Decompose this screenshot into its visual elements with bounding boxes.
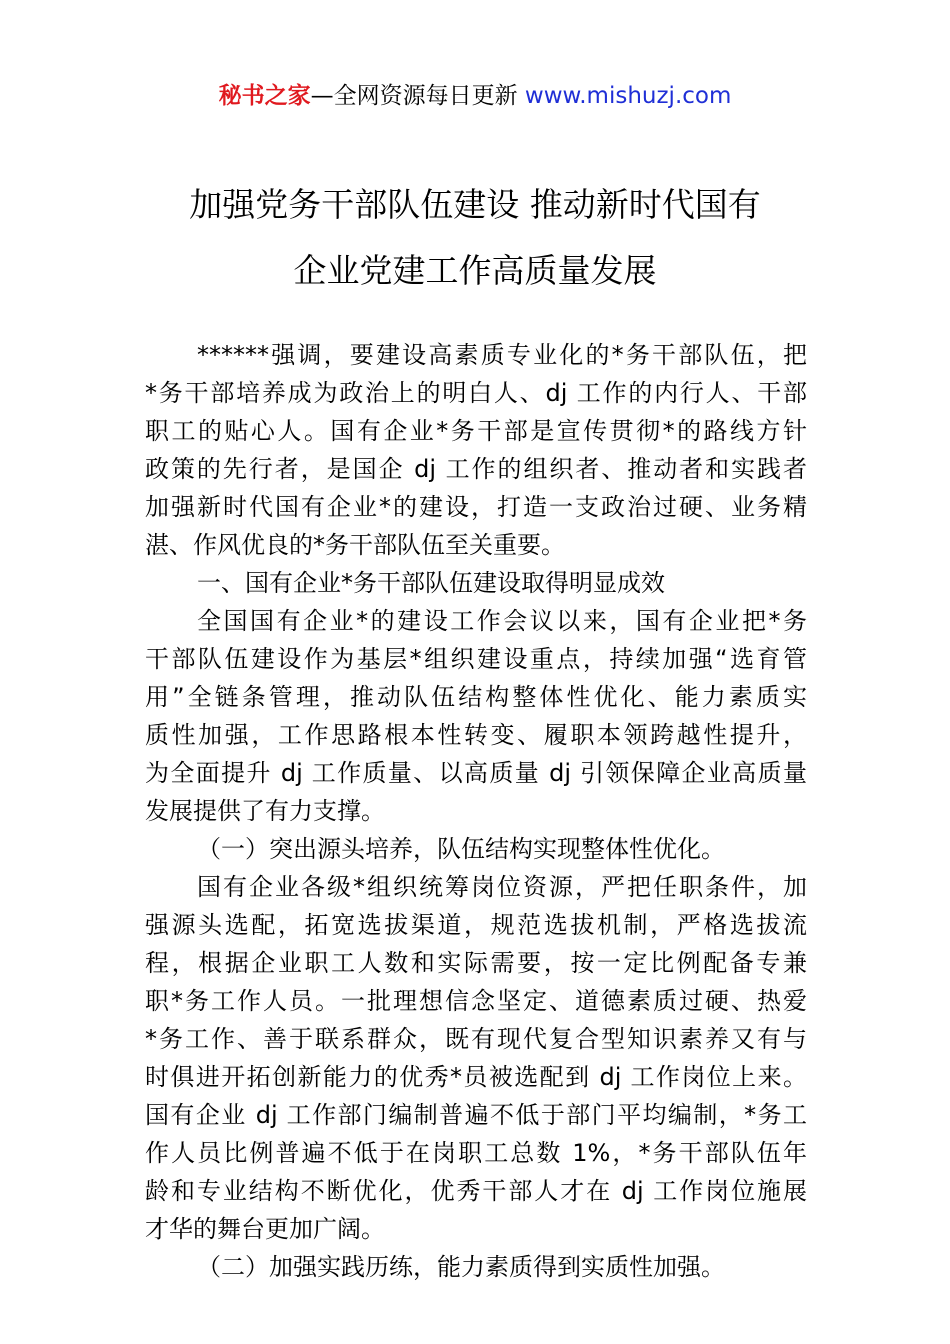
- text-line: 为全面提升 dj 工作质量、以高质量 dj 引领保障企业高质量: [145, 759, 807, 787]
- text-line: 政策的先行者，是国企 dj 工作的组织者、推动者和实践者: [145, 455, 807, 483]
- text-line: ******强调，要建设高素质专业化的*务干部队伍，把: [197, 341, 807, 369]
- brand-name: 秘书之家: [218, 83, 311, 109]
- text-line: 作人员比例普遍不低于在岗职工总数 1%，*务干部队伍年: [145, 1139, 807, 1167]
- text-line: 国有企业各级*组织统筹岗位资源，严把任职条件，加: [197, 873, 807, 901]
- title-line-1: 加强党务干部队伍建设 推动新时代国有: [189, 185, 761, 224]
- site-url-link[interactable]: www.mishuzj.com: [524, 83, 732, 109]
- text-line: （一）突出源头培养，队伍结构实现整体性优化。: [197, 835, 725, 863]
- header-tagline: —全网资源每日更新: [310, 83, 518, 109]
- text-line: 一、国有企业*务干部队伍建设取得明显成效: [197, 569, 665, 597]
- text-line: 质性加强，工作思路根本性转变、履职本领跨越性提升，: [145, 721, 807, 749]
- paragraph: [145, 1248, 807, 1286]
- text-line: 职*务工作人员。一批理想信念坚定、道德素质过硬、热爱: [145, 987, 807, 1015]
- site-header: [0, 80, 950, 112]
- text-line: *务工作、善于联系群众，既有现代复合型知识素养又有与: [145, 1025, 807, 1053]
- text-line: 湛、作风优良的*务干部队伍至关重要。: [145, 531, 565, 559]
- title-line-2: 企业党建工作高质量发展: [293, 251, 657, 290]
- text-line: 龄和专业结构不断优化，优秀干部人才在 dj 工作岗位施展: [145, 1177, 807, 1205]
- paragraph: [145, 336, 807, 564]
- paragraph: [145, 564, 807, 602]
- text-line: 强源头选配，拓宽选拔渠道，规范选拔机制，严格选拔流: [145, 911, 807, 939]
- text-line: 用”全链条管理，推动队伍结构整体性优化、能力素质实: [145, 683, 807, 711]
- text-line: 才华的舞台更加广阔。: [145, 1215, 385, 1243]
- paragraph: [145, 602, 807, 830]
- paragraph: [145, 830, 807, 868]
- text-line: 时俱进开拓创新能力的优秀*员被选配到 dj 工作岗位上来。: [145, 1063, 807, 1091]
- document-body: [145, 336, 807, 1286]
- text-line: *务干部培养成为政治上的明白人、dj 工作的内行人、干部: [145, 379, 807, 407]
- text-line: 全国国有企业*的建设工作会议以来，国有企业把*务: [197, 607, 807, 635]
- text-line: 干部队伍建设作为基层*组织建设重点，持续加强“选育管: [145, 645, 807, 673]
- text-line: 程，根据企业职工人数和实际需要，按一定比例配备专兼: [145, 949, 807, 977]
- text-line: 发展提供了有力支撑。: [145, 797, 385, 825]
- text-line: 国有企业 dj 工作部门编制普遍不低于部门平均编制，*务工: [145, 1101, 807, 1129]
- text-line: 加强新时代国有企业*的建设，打造一支政治过硬、业务精: [145, 493, 807, 521]
- paragraph: [145, 868, 807, 1248]
- text-line: 职工的贴心人。国有企业*务干部是宣传贯彻*的路线方针: [145, 417, 807, 445]
- text-line: （二）加强实践历练，能力素质得到实质性加强。: [197, 1253, 725, 1281]
- document-title: [80, 172, 870, 304]
